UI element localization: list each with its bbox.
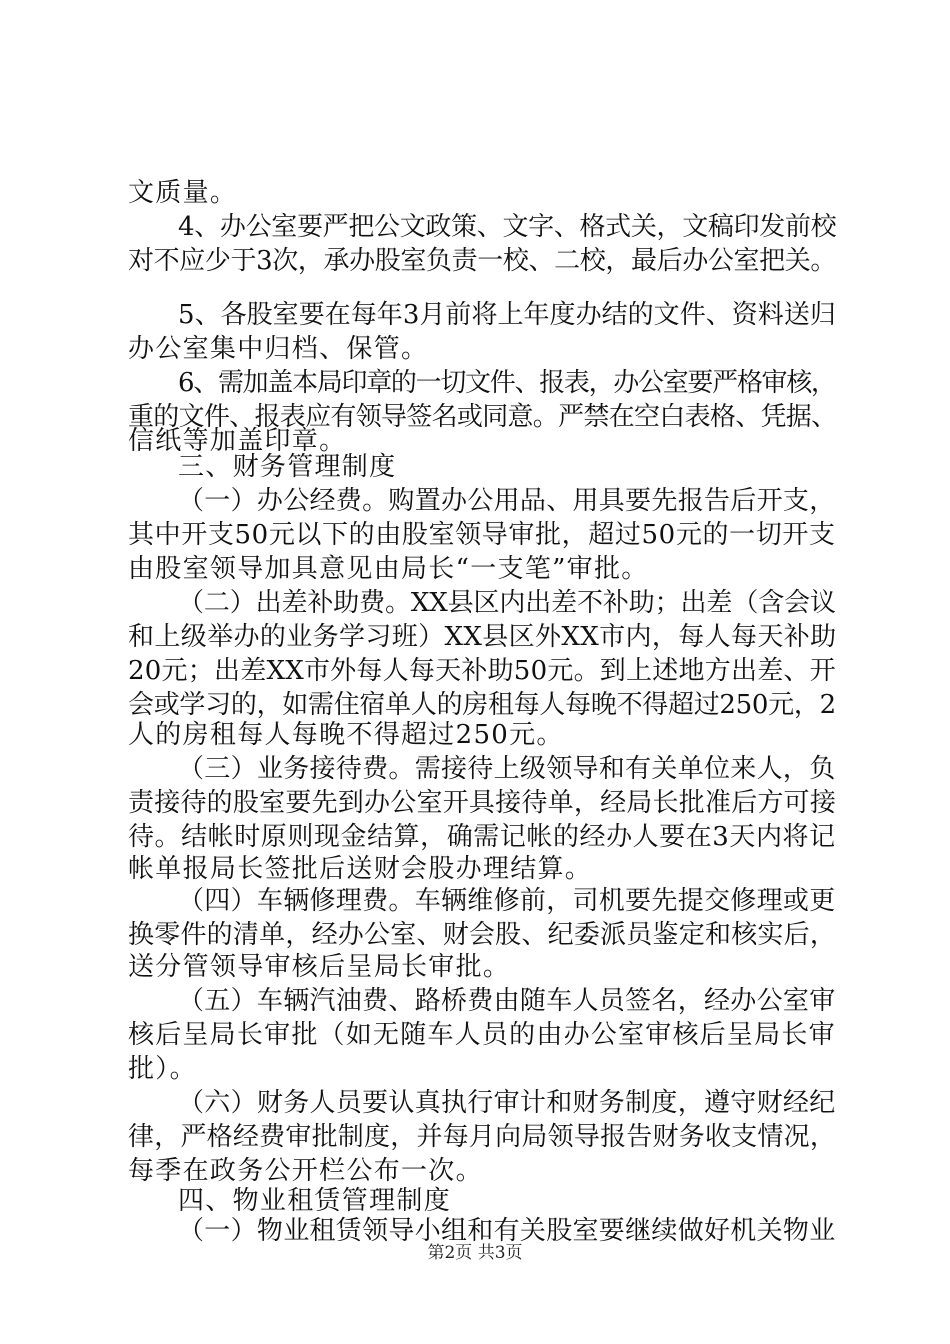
text-line: 待。结帐时原则现金结算，确需记帐的经办人要在3天内将记	[128, 822, 836, 852]
text-line: （三）业务接待费。需接待上级领导和有关单位来人，负	[178, 754, 836, 784]
text-line: 重的文件、报表应有领导签名或同意。严禁在空白表格、凭据、	[128, 402, 837, 432]
text-line: 送分管领导审核后呈局长审批。	[128, 952, 511, 982]
text-line: （五）车辆汽油费、路桥费由随车人员签名，经办公室审	[178, 986, 836, 1016]
text-line: 每季在政务公开栏公布一次。	[128, 1156, 483, 1186]
text-line: 对不应少于3次，承办股室负责一校、二校，最后办公室把关。	[128, 246, 836, 276]
text-line: 律，严格经费审批制度，并每月向局领导报告财务收支情况，	[128, 1122, 837, 1152]
text-line: 核后呈局长审批（如无随车人员的由办公室审核后呈局长审	[128, 1020, 836, 1050]
text-line: （四）车辆修理费。车辆维修前，司机要先提交修理或更	[178, 886, 836, 916]
text-line: 批）。	[128, 1054, 197, 1084]
text-line: 和上级举办的业务学习班）XX县区外XX市内，每人每天补助	[128, 622, 837, 652]
text-line: 4、办公室要严把公文政策、文字、格式关，文稿印发前校	[178, 212, 837, 242]
text-line: 20元；出差XX市外每人每天补助50元。到上述地方出差、开	[128, 656, 836, 686]
text-line: 由股室领导加具意见由局长“一支笔”审批。	[128, 554, 649, 584]
page-number-footer: 第2页 共3页	[427, 1243, 523, 1263]
text-line: 人的房租每人每晚不得超过250元。	[128, 720, 564, 750]
text-line: （一）物业租赁领导小组和有关股室要继续做好机关物业	[178, 1216, 836, 1246]
text-line: 其中开支50元以下的由股室领导审批，超过50元的一切开支	[128, 520, 836, 550]
text-line: 帐单报局长签批后送财会股办理结算。	[128, 854, 593, 884]
text-line: 5、各股室要在每年3月前将上年度办结的文件、资料送归	[178, 300, 836, 330]
section-heading: 三、财务管理制度	[178, 452, 397, 482]
text-line: （一）办公经费。购置办公用品、用具要先报告后开支，	[178, 486, 836, 516]
text-line: 信纸等加盖印章。	[128, 426, 347, 456]
text-line: 办公室集中归档、保管。	[128, 334, 429, 364]
text-line: 文质量。	[128, 178, 238, 208]
section-heading: 四、物业租赁管理制度	[178, 1186, 452, 1216]
text-line: （二）出差补助费。XX县区内出差不补助；出差（含会议	[178, 588, 836, 618]
text-line: （六）财务人员要认真执行审计和财务制度，遵守财经纪	[178, 1088, 836, 1118]
text-line: 6、需加盖本局印章的一切文件、报表，办公室要严格审核，	[178, 368, 836, 398]
text-line: 换零件的清单，经办公室、财会股、纪委派员鉴定和核实后，	[128, 920, 837, 950]
text-line: 会或学习的，如需住宿单人的房租每人每晚不得超过250元，2	[128, 690, 836, 720]
text-line: 责接待的股室要先到办公室开具接待单，经局长批准后方可接	[128, 788, 837, 818]
